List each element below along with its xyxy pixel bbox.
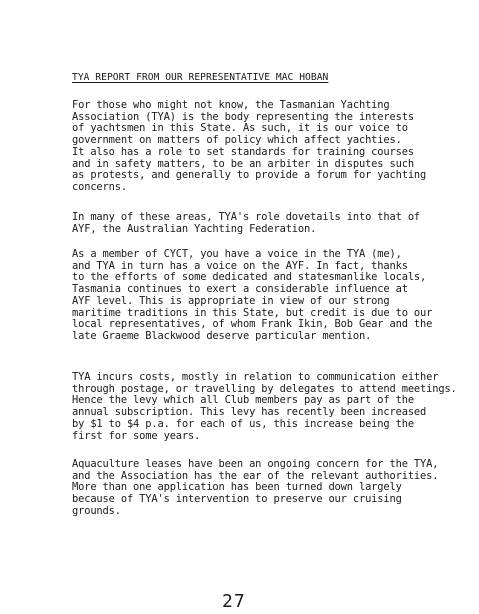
text-line: Aquaculture leases have been an ongoing concern for the TYA, (72, 458, 439, 470)
text-line: to the efforts of some dedicated and statesmanlike locals, (72, 271, 427, 284)
paragraph-ayf-role (72, 212, 472, 235)
text-line: More than one application has been turned down largely (72, 481, 402, 494)
text-line: For those who might not know, the Tasmanian Yachting (72, 99, 390, 111)
text-line: by $1 to $4 p.a. for each of us, this increase being the (72, 417, 414, 430)
paragraph-cyct-voice (72, 249, 472, 343)
text-line: maritime traditions in this State, but credit is due to our (72, 306, 433, 319)
text-line: and the Association has the ear of the relevant authorities. (72, 469, 439, 482)
text-line: because of TYA's intervention to preserve our cruising (72, 493, 402, 506)
report-heading: TYA REPORT FROM OUR REPRESENTATIVE MAC HOBAN (72, 72, 329, 83)
text-line: TYA incurs costs, mostly in relation to communication either (72, 371, 439, 383)
text-line: as protests, and generally to provide a forum for yachting (72, 169, 427, 182)
text-line: government on matters of policy which affect yachties. (72, 134, 402, 147)
text-line: It also has a role to set standards for training courses (72, 145, 414, 158)
text-line: Hence the levy which all Club members pay as part of the (72, 394, 414, 407)
text-line: Tasmania continues to exert a considerable influence at (72, 283, 408, 296)
text-line: concerns. (72, 180, 127, 193)
text-line: AYF, the Australian Yachting Federation. (72, 222, 317, 235)
text-line: first for some years. (72, 429, 201, 442)
page-number: 27 (222, 591, 246, 612)
text-line: of yachtsmen in this State. As such, it is our voice to (72, 122, 408, 135)
paragraph-aquaculture (72, 459, 472, 518)
text-line: annual subscription. This levy has recently been increased (72, 406, 427, 419)
text-line: AYF level. This is appropriate in view of our strong (72, 294, 390, 307)
text-line: grounds. (72, 504, 121, 517)
paragraph-tya-intro (72, 100, 472, 194)
text-line: through postage, or travelling by delegates to attend meetings. (72, 382, 457, 395)
text-line: and TYA in turn has a voice on the AYF. In fact, thanks (72, 259, 408, 272)
paragraph-costs-levy (72, 372, 472, 442)
text-line: Association (TYA) is the body representing the interests (72, 110, 414, 123)
text-line: late Graeme Blackwood deserve particular mention. (72, 329, 372, 342)
text-line: and in safety matters, to be an arbiter in disputes such (72, 157, 414, 170)
text-line: local representatives, of whom Frank Ikin, Bob Gear and the (72, 318, 433, 331)
text-line: As a member of CYCT, you have a voice in the TYA (me), (72, 248, 402, 260)
text-line: In many of these areas, TYA's role dovetails into that of (72, 211, 421, 223)
